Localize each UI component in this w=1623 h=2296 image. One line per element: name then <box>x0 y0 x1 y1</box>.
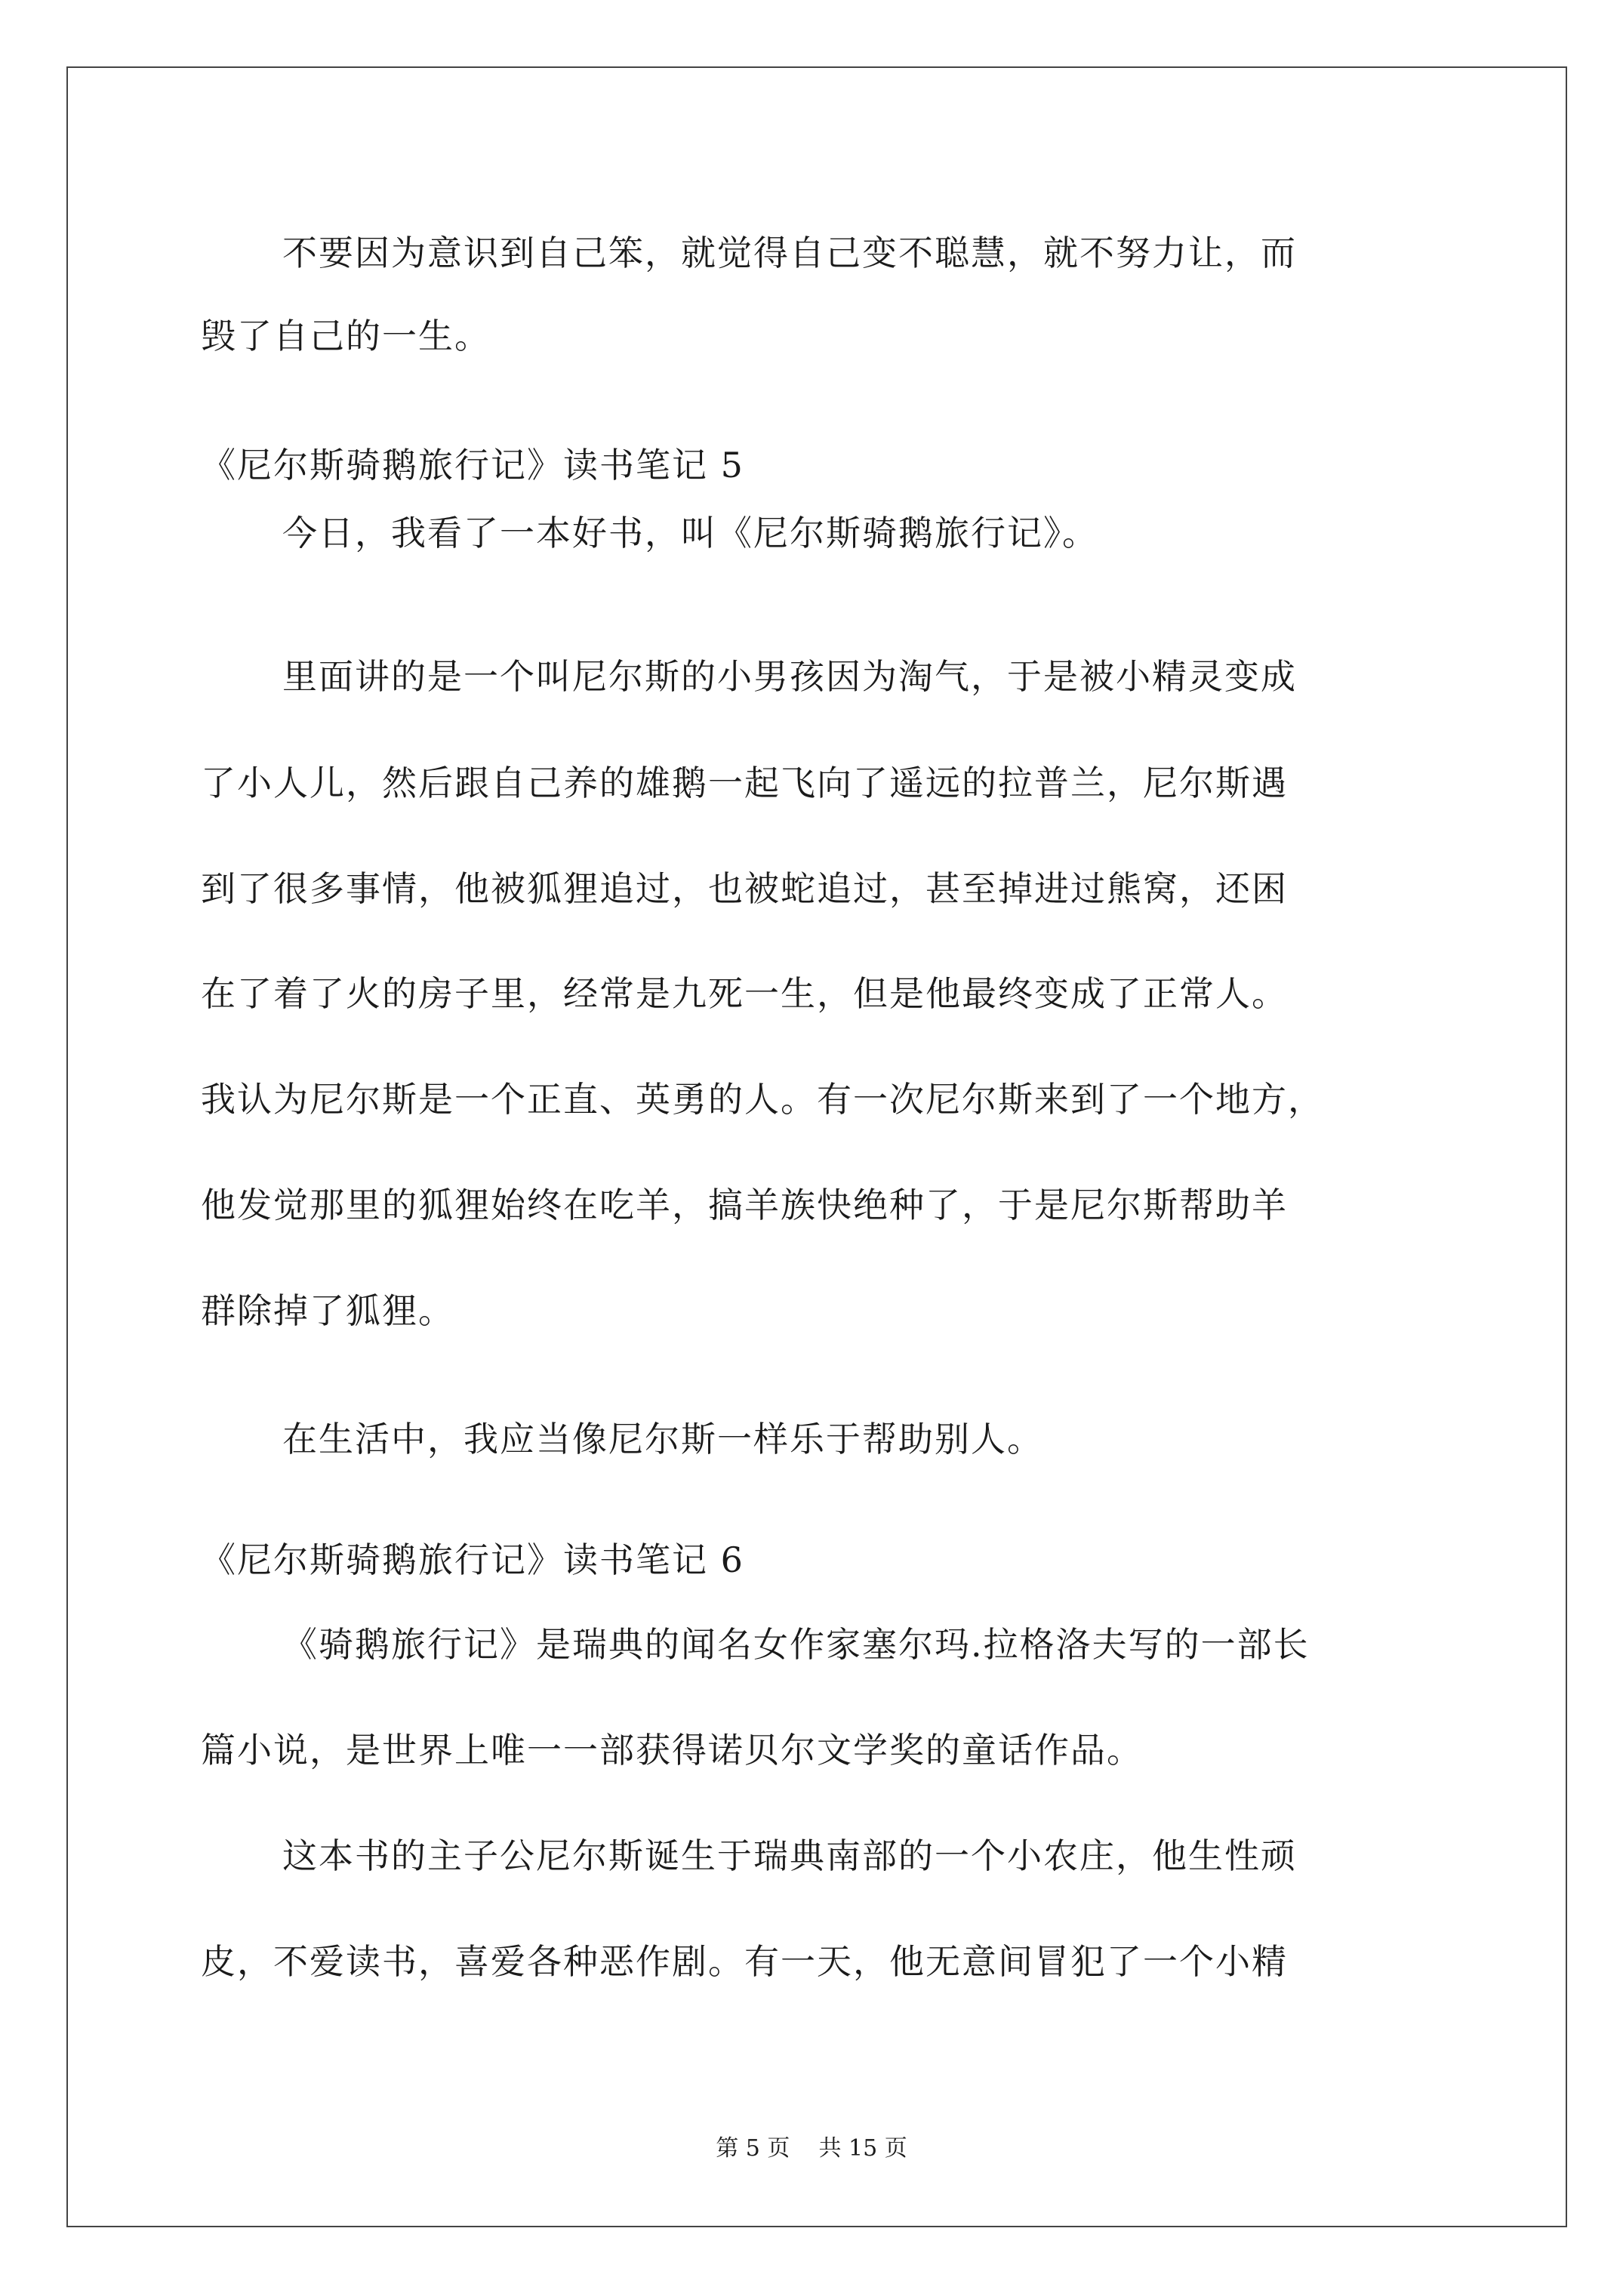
section-heading: 《尼尔斯骑鹅旅行记》读书笔记 6 <box>201 1539 744 1580</box>
section-heading: 《尼尔斯骑鹅旅行记》读书笔记 5 <box>201 445 744 485</box>
paragraph-line: 今日，我看了一本好书，叫《尼尔斯骑鹅旅行记》。 <box>282 513 1098 553</box>
paragraph-line: 在了着了火的房子里，经常是九死一生，但是他最终变成了正常人。 <box>201 973 1288 1014</box>
page-number-footer: 第 5 页 共 15 页 <box>716 2135 907 2162</box>
paragraph-line: 毁了自己的一生。 <box>201 316 491 356</box>
paragraph-line: 皮，不爱读书，喜爱各种恶作剧。有一天，他无意间冒犯了一个小精 <box>201 1941 1288 1982</box>
paragraph-line: 不要因为意识到自己笨，就觉得自己变不聪慧，就不努力让，而 <box>282 233 1297 273</box>
page-border <box>66 66 1567 2227</box>
paragraph-line: 他发觉那里的狐狸始终在吃羊，搞羊族快绝种了，于是尼尔斯帮助羊 <box>201 1185 1288 1225</box>
paragraph-line: 篇小说，是世界上唯一一部获得诺贝尔文学奖的童话作品。 <box>201 1730 1143 1771</box>
paragraph-line: 群除掉了狐狸。 <box>201 1290 454 1331</box>
paragraph-line: 在生活中，我应当像尼尔斯一样乐于帮助别人。 <box>282 1419 1043 1459</box>
paragraph-line: 我认为尼尔斯是一个正直、英勇的人。有一次尼尔斯来到了一个地方， <box>201 1079 1324 1120</box>
paragraph-line: 《骑鹅旅行记》是瑞典的闻名女作家塞尔玛.拉格洛夫写的一部长 <box>282 1624 1310 1665</box>
paragraph-line: 这本书的主子公尼尔斯诞生于瑞典南部的一个小农庄，他生性顽 <box>282 1835 1297 1876</box>
paragraph-line: 了小人儿，然后跟自己养的雄鹅一起飞向了遥远的拉普兰，尼尔斯遇 <box>201 763 1288 803</box>
paragraph-line: 里面讲的是一个叫尼尔斯的小男孩因为淘气，于是被小精灵变成 <box>282 656 1297 697</box>
paragraph-line: 到了很多事情，他被狐狸追过，也被蛇追过，甚至掉进过熊窝，还困 <box>201 868 1288 909</box>
